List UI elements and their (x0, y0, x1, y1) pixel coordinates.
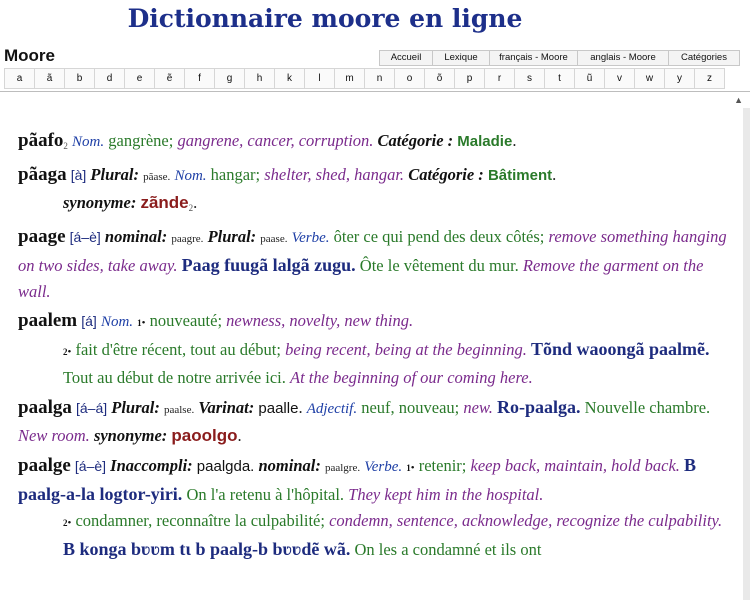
letter-z[interactable]: z (694, 68, 725, 89)
example-moore: B konga bʋʋm tɩ b paalg-b bʋʋdẽ wã. (63, 539, 351, 559)
part-of-speech: Nom. (72, 134, 105, 150)
letter-k[interactable]: k (274, 68, 305, 89)
letter-w[interactable]: w (634, 68, 665, 89)
english-gloss: shelter, shed, hangar. (264, 165, 405, 184)
letter-e[interactable]: e (124, 68, 155, 89)
synonym-link[interactable]: zãnde (140, 193, 189, 212)
example-moore: Tõnd waoongã paalmẽ. (531, 339, 710, 359)
sense-2: 2• condamner, reconnaître la culpabilité; condemn, sentence, acknowledge, recognize the culpability. B konga bʋʋm tɩ b paalg-b bʋʋdẽ wã. On les a condamné et ils ont (63, 511, 723, 559)
example-moore: Ro-paalga. (497, 397, 581, 417)
example-english: They kept him in the hospital. (348, 485, 544, 504)
variant-form: paalle (258, 400, 299, 417)
letter-a[interactable]: a (4, 68, 35, 89)
category-label: Catégorie : (408, 165, 484, 184)
tab-lexique[interactable]: Lexique (432, 50, 490, 66)
plural-form: paalse. (163, 404, 195, 416)
site-title: Dictionnaire moore en ligne (127, 4, 523, 33)
inaccompli-label: Inaccompli: (110, 456, 193, 475)
part-of-speech: Nom. (174, 168, 207, 184)
category-link[interactable]: Bâtiment (487, 167, 553, 184)
plural-form: pãase. (143, 171, 171, 183)
english-gloss: new. (463, 398, 493, 417)
letter-n[interactable]: n (364, 68, 395, 89)
nominal-form: paalgre. (324, 462, 361, 474)
letter-d[interactable]: d (94, 68, 125, 89)
sense-number: 1 (406, 463, 411, 473)
letter-e-tilde[interactable]: ẽ (154, 68, 185, 89)
example-french: Ôte le vêtement du mur. (359, 256, 519, 275)
letter-h[interactable]: h (244, 68, 275, 89)
letter-v[interactable]: v (604, 68, 635, 89)
letter-p[interactable]: p (454, 68, 485, 89)
english-gloss: remove something hanging on two sides, take away. (18, 227, 727, 275)
letter-o-tilde[interactable]: õ (424, 68, 455, 89)
synonym-label: synonyme: (93, 426, 168, 445)
nominal-form: paagre. (171, 233, 204, 245)
english-gloss: condemn, sentence, acknowledge, recognize the culpability. (329, 511, 723, 530)
headword: paalge (18, 455, 71, 476)
example-french: On l'a retenu à l'hôpital. (186, 485, 345, 504)
part-of-speech: Adjectif. (306, 401, 358, 417)
tab-categories[interactable]: Catégories (668, 50, 740, 66)
example-french: Nouvelle chambre. (584, 398, 711, 417)
english-gloss: gangrene, cancer, corruption. (177, 131, 374, 150)
letter-m[interactable]: m (334, 68, 365, 89)
variant-label: Varinat: (198, 398, 255, 417)
english-gloss: newness, novelty, new thing. (226, 311, 414, 330)
french-gloss: condamner, reconnaître la culpabilité; (75, 511, 325, 530)
entry-paalge: paalge [á–è] Inaccompli: paalgda. nominal: paalgre. Verbe. 1• retenir; keep back, maintain, hold back. B paalg-a-la logtor-yiri. On l'a retenu à l'hôpital. They kept him in the hospital. 2• condamner, reconnaître la culpabilité; condemn, sentence, acknowledge, recognize the culpability. B konga bʋʋm tɩ b paalg-b bʋʋdẽ wã. On les a condamné et ils ont (18, 452, 736, 563)
synonym-label: synonyme: (63, 193, 137, 212)
example-french: Tout au début de notre arrivée ici. (63, 368, 286, 387)
example-english: At the beginning of our coming here. (290, 368, 533, 387)
french-gloss: neuf, nouveau; (361, 398, 460, 417)
scrollbar[interactable] (743, 108, 750, 600)
entry-paage (18, 224, 736, 305)
synonym-line: synonyme: zãnde$_2$. (63, 193, 198, 213)
tab-anglais-moore[interactable]: anglais - Moore (577, 50, 669, 66)
example-french: On les a condamné et ils ont (354, 540, 542, 559)
sense-number: 2 (63, 347, 68, 357)
example-english: Remove the garment on the wall. (18, 256, 704, 301)
letter-a-tilde[interactable]: ã (34, 68, 65, 89)
synonym-number: 2 (188, 203, 194, 213)
sense-number: 1 (137, 318, 142, 328)
letter-b[interactable]: b (64, 68, 95, 89)
inaccompli-form: paalgda. (196, 458, 255, 475)
tone-marking: [á–è] (69, 229, 101, 245)
english-gloss: being recent, being at the beginning. (285, 340, 527, 359)
headword: paalga (18, 397, 72, 418)
homonym-number: 2 (63, 141, 68, 151)
letter-s[interactable]: s (514, 68, 545, 89)
headword: paalem (18, 310, 78, 331)
plural-label: Plural: (90, 165, 139, 184)
letter-g[interactable]: g (214, 68, 245, 89)
french-gloss: hangar; (210, 165, 261, 184)
category-label: Catégorie : (377, 131, 454, 150)
letter-u-tilde[interactable]: ũ (574, 68, 605, 89)
french-gloss: gangrène; (108, 131, 174, 150)
entry-paafo: pãafo$_2$ Nom. gangrène; gangrene, cancer, corruption. Catégorie : Maladie. (18, 130, 517, 151)
dictionary-entries (18, 128, 736, 566)
scroll-up-icon[interactable]: ▲ (734, 95, 743, 105)
category-link[interactable]: Maladie (457, 133, 513, 150)
sense-number: 2 (63, 518, 68, 528)
french-gloss: retenir; (418, 456, 467, 475)
nominal-label: nominal: (258, 456, 321, 475)
letter-y[interactable]: y (664, 68, 695, 89)
synonym-link[interactable]: paoolgo (171, 426, 238, 445)
french-gloss: nouveauté; (149, 311, 223, 330)
headword: paage (18, 226, 66, 247)
entry-paalga: paalga [á–á] Plural: paalse. Varinat: paalle. Adjectif. neuf, nouveau; new. Ro-paalga. Nouvelle chambre. New room. synonyme: paoolgo. (18, 397, 711, 445)
header-divider (0, 91, 750, 92)
part-of-speech: Verbe. (364, 459, 403, 475)
nav-tabs (379, 50, 739, 66)
headword: pãaga (18, 164, 67, 185)
letter-o[interactable]: o (394, 68, 425, 89)
nominal-label: nominal: (104, 227, 168, 246)
letter-t[interactable]: t (544, 68, 575, 89)
example-moore: B paalg-a-la logtor-yiri. (18, 455, 697, 504)
part-of-speech: Nom. (100, 314, 134, 330)
tone-marking: [á–á] (75, 400, 108, 416)
letter-r[interactable]: r (484, 68, 515, 89)
example-english: New room. (18, 426, 90, 445)
plural-label: Plural: (111, 398, 160, 417)
plural-label: Plural: (207, 227, 257, 246)
french-gloss: ôter ce qui pend des deux côtés; (333, 227, 545, 246)
letter-f[interactable]: f (184, 68, 215, 89)
tab-accueil[interactable]: Accueil (379, 50, 433, 66)
plural-form: paase. (260, 233, 288, 245)
part-of-speech: Verbe. (291, 230, 330, 246)
entry-paalem: paalem [á] Nom. 1• nouveauté; newness, novelty, new thing. 2• fait d'être récent, tout au début; being recent, being at the beginning. Tõnd waoongã paalmẽ. Tout au début de notre arrivée ici. At the beginning of our coming here. (18, 308, 736, 391)
english-gloss: keep back, maintain, hold back. (470, 456, 680, 475)
tone-marking: [á] (81, 313, 97, 329)
french-gloss: fait d'être récent, tout au début; (75, 340, 281, 359)
tone-marking: [á–è] (74, 458, 107, 474)
tab-francais-moore[interactable]: français - Moore (489, 50, 578, 66)
letter-l[interactable]: l (304, 68, 335, 89)
tone-marking: [à] (70, 167, 87, 183)
example-moore: Paag fuugã lalgã zugu. (181, 255, 356, 275)
language-label: Moore (4, 46, 55, 65)
entry-paaga: pãaga [à] Plural: pãase. Nom. hangar; shelter, shed, hangar. Catégorie : Bâtiment. synonyme: zãnde$_2$. (18, 162, 736, 221)
sense-2: 2• fait d'être récent, tout au début; being recent, being at the beginning. Tõnd waoongã paalmẽ. Tout au début de notre arrivée ici. At the beginning of our coming here. (63, 339, 710, 387)
alphabet-bar (4, 68, 724, 89)
headword: pãafo (18, 130, 64, 151)
